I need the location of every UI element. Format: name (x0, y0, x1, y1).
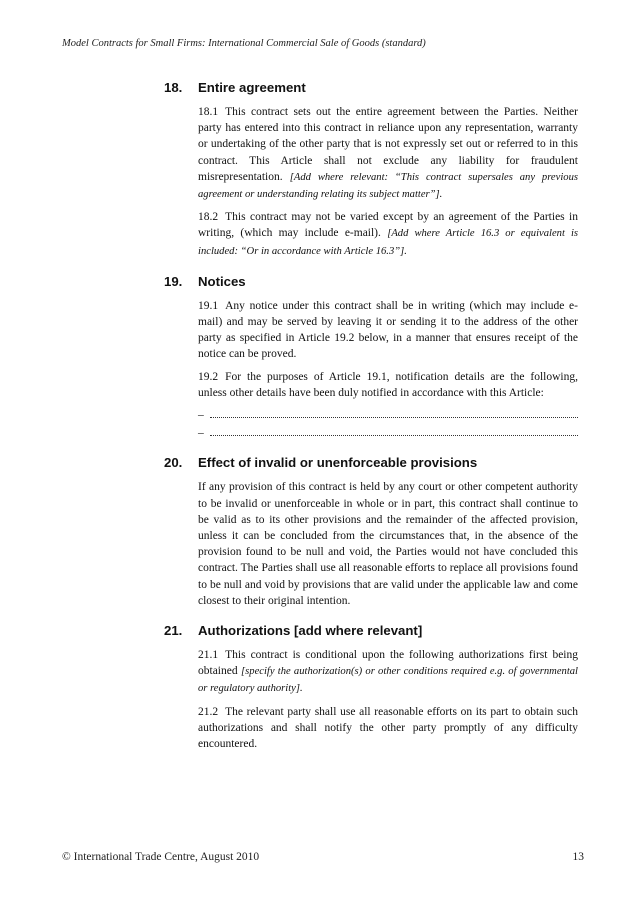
paragraph-note: [Add where relevant: “This contract supersales any previous agreement or understanding relating its subject matter”]. (198, 171, 578, 201)
section-21 (164, 623, 578, 752)
section-number: 21. (164, 623, 183, 639)
paragraph-number: 21.2 (198, 705, 219, 718)
notification-detail-line (198, 407, 578, 423)
notification-detail-line (198, 425, 578, 441)
copyright-notice: © International Trade Centre, August 2010 (62, 851, 260, 863)
paragraph-number: 18.1 (198, 106, 219, 118)
paragraph-text: For the purposes of Article 19.1, notification details are the following, unless other details have been duly notified in accordance with this Article: (198, 370, 578, 399)
paragraph-text: The relevant party shall use all reasonable efforts on its part to obtain such authorizations and shall notify the other party promptly of any difficulty encountered. (198, 705, 578, 751)
section-19 (164, 274, 578, 442)
page-number: 13 (572, 851, 584, 863)
paragraph-text: Any notice under this contract shall be in writing (which may include e-mail) and may be served by leaving it or sending it to the address of the other party as specified in Article 19.2 below, in a manner that ensures receipt of the notice can be proved. (198, 299, 578, 361)
dash-bullet: – (198, 427, 204, 440)
paragraph-number: 18.2 (198, 211, 219, 224)
page-footer (62, 851, 584, 863)
dotted-fill-line (210, 407, 578, 418)
paragraph-number: 19.1 (198, 299, 219, 312)
section-18 (164, 80, 578, 260)
dash-bullet: – (198, 409, 204, 422)
section-title: Authorizations [add where relevant] (198, 623, 423, 639)
dotted-fill-line (210, 425, 578, 436)
paragraph-20: If any provision of this contract is held by any court or other competent authority to be invalid or unenforceable in whole or in part, this contract shall continue to be valid as to its other provisions and the remainder of the affected provision, unless it can be concluded from the circumstances that, in the absence of the provision found to be null and void, the Parties would not have concluded this contract. The Parties shall use all reasonable efforts to replace all provisions found to be null and void by provisions that are valid under the applicable law and come closest to their original intention. (198, 481, 578, 607)
section-title: Effect of invalid or unenforceable provisions (198, 455, 478, 471)
paragraph-text: This contract sets out the entire agreement between the Parties. Neither party has entered into this contract in reliance upon any representation, warranty or undertaking of the other party that is not expressly set out or referred to in this contract. This Article shall not exclude any liability for fraudulent misrepresentation. (198, 106, 578, 183)
paragraph-note: [Add where Article 16.3 or equivalent is included: “Or in accordance with Article 16.3”]. (198, 228, 579, 257)
section-number: 20. (164, 455, 183, 471)
paragraph-21-1 (198, 647, 578, 698)
section-heading (164, 80, 578, 95)
paragraph-19-2 (198, 369, 578, 401)
section-number: 19. (164, 273, 183, 289)
paragraph-number: 21.1 (198, 649, 219, 662)
section-heading (164, 623, 578, 638)
paragraph-18-2 (198, 209, 578, 260)
paragraph-19-1 (198, 298, 578, 363)
document-body (164, 80, 578, 766)
section-number: 18. (164, 80, 183, 95)
paragraph-number: 19.2 (198, 370, 219, 383)
section-heading (164, 455, 578, 470)
section-title: Notices (198, 273, 246, 289)
paragraph-text: This contract may not be varied except by an agreement of the Parties in writing, (which may include e-mail). (198, 211, 578, 240)
section-20 (164, 455, 578, 609)
running-header: Model Contracts for Small Firms: International Commercial Sale of Goods (standard) (62, 38, 426, 49)
section-title: Entire agreement (198, 80, 306, 95)
paragraph-21-2 (198, 704, 578, 753)
paragraph-text: This contract is conditional upon the following authorizations first being obtained (198, 649, 578, 678)
section-heading (164, 274, 578, 289)
paragraph-note: [specify the authorization(s) or other conditions required e.g. of governmental or regulatory authority]. (198, 666, 579, 695)
paragraph-18-1 (198, 104, 578, 203)
